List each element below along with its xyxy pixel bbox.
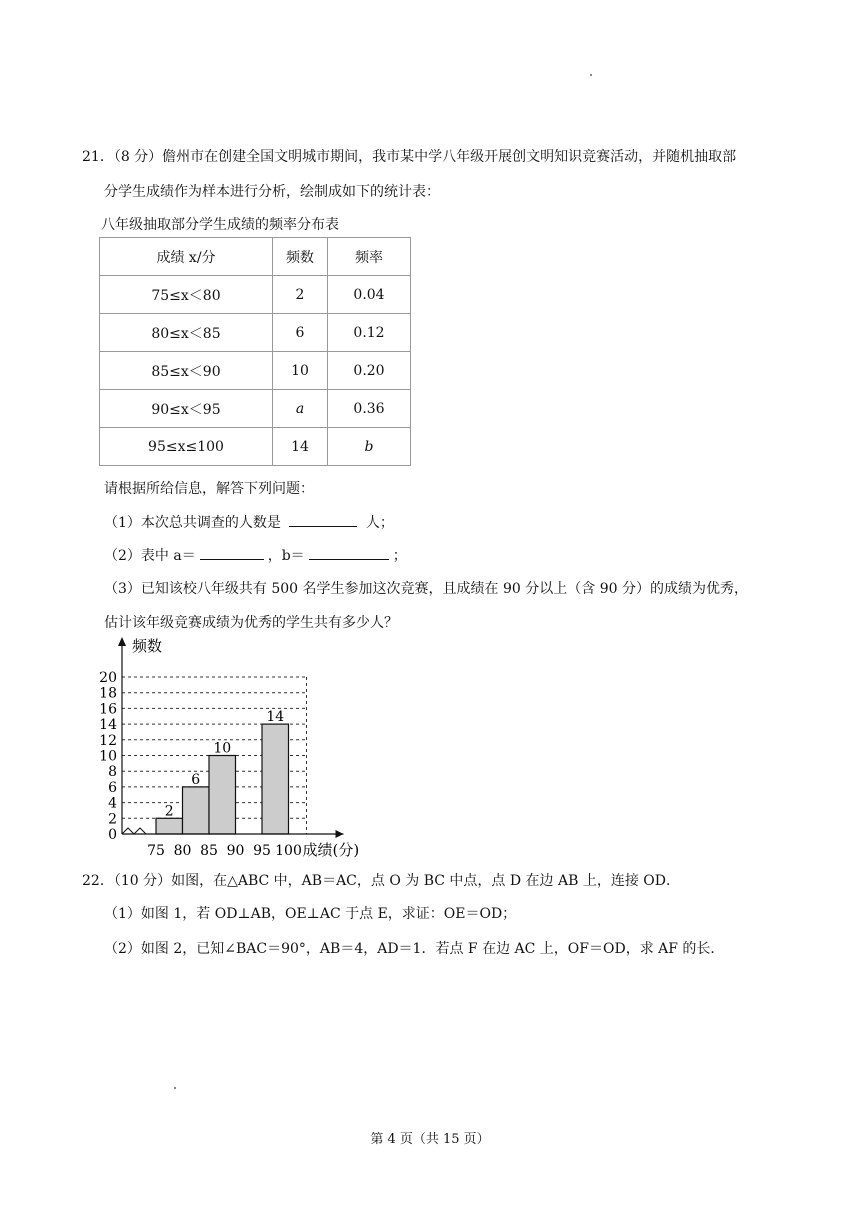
header-score: 成绩 x/分	[100, 238, 273, 276]
table-cell: 14	[273, 428, 328, 466]
table-cell: 0.04	[328, 276, 411, 314]
table-cell: 0.20	[328, 352, 411, 390]
q22-part2: （2）如图 2，已知∠BAC＝90°，AB＝4，AD＝1．若点 F 在边 AC 上，OF＝OD，求 AF 的长．	[104, 941, 725, 957]
answer-blank-b[interactable]	[309, 545, 389, 560]
table-cell: 0.36	[328, 390, 411, 428]
histogram-bar	[156, 818, 183, 834]
q21-part2-text-a: （2）表中 a＝	[104, 548, 196, 564]
q21-part1-unit: 人；	[365, 515, 394, 531]
table-row	[100, 428, 411, 466]
answer-blank-a[interactable]	[200, 545, 264, 560]
q21-part1-text: （1）本次总共调查的人数是	[104, 515, 281, 531]
bar-data-label: 2	[164, 803, 174, 820]
y-tick-label: 6	[108, 779, 117, 796]
q21-part2	[104, 545, 407, 565]
x-tick-label: 90	[226, 843, 245, 859]
stray-mark	[590, 74, 592, 76]
header-frequency: 频数	[273, 238, 328, 276]
table-cell: b	[328, 428, 411, 466]
table-cell: 75≤x＜80	[100, 276, 273, 314]
table-row	[100, 276, 411, 314]
q21-line1: 21．（8 分）儋州市在创建全国文明城市期间，我市某中学八年级开展创文明知识竞赛活动，并随机抽取部	[82, 149, 737, 165]
page-footer: 第 4 页（共 15 页）	[370, 1132, 490, 1147]
x-tick-label: 100	[275, 843, 302, 859]
table-cell: 80≤x＜85	[100, 314, 273, 352]
q21-part2-text-c: ；	[392, 548, 407, 564]
table-cell: 0.12	[328, 314, 411, 352]
bar-data-label: 14	[266, 709, 285, 726]
q21-line2: 分学生成绩作为样本进行分析，绘制成如下的统计表：	[104, 184, 440, 200]
bar-data-label: 6	[191, 771, 201, 788]
header-rate: 频率	[328, 238, 411, 276]
y-tick-label: 4	[108, 795, 117, 812]
q21-part3-line2: 估计该年级竞赛成绩为优秀的学生共有多少人？	[104, 615, 398, 631]
table-row	[100, 314, 411, 352]
answer-blank[interactable]	[289, 512, 357, 527]
table-cell: a	[273, 390, 328, 428]
frequency-table	[99, 237, 411, 466]
table-cell: 6	[273, 314, 328, 352]
table-cell: 90≤x＜95	[100, 390, 273, 428]
y-tick-label: 10	[99, 748, 117, 765]
frequency-histogram	[98, 633, 388, 861]
x-tick-label: 85	[200, 843, 218, 859]
y-tick-label: 14	[99, 717, 117, 734]
q22-line1: 22．（10 分）如图，在△ABC 中，AB＝AC，点 O 为 BC 中点，点 D 在边 AB 上，连接 OD．	[82, 873, 680, 889]
table-row	[100, 352, 411, 390]
y-axis-arrow	[118, 637, 126, 646]
x-tick-label: 75	[147, 843, 165, 859]
x-tick-label: 95	[253, 843, 271, 859]
table-cell: 10	[273, 352, 328, 390]
y-tick-label: 8	[108, 764, 117, 781]
histogram-bar	[183, 787, 210, 834]
table-row	[100, 390, 411, 428]
stray-mark	[174, 1087, 176, 1089]
axis-break	[122, 828, 156, 834]
y-tick-label: 16	[99, 701, 117, 718]
q21-prompt: 请根据所给信息，解答下列问题：	[104, 481, 314, 497]
q21-part3-line1: （3）已知该校八年级共有 500 名学生参加这次竞赛，且成绩在 90 分以上（含 90 分）的成绩为优秀，	[104, 581, 748, 597]
y-tick-label: 12	[99, 732, 117, 749]
histogram-bar	[262, 724, 289, 834]
bar-data-label: 10	[213, 740, 232, 757]
table-header-row	[100, 238, 411, 276]
q21-part2-text-b: ，b＝	[267, 548, 305, 564]
table-cell: 2	[273, 276, 328, 314]
q21-part1	[104, 512, 394, 532]
y-axis-label: 频数	[132, 637, 163, 655]
table-title: 八年级抽取部分学生成绩的频率分布表	[101, 217, 339, 233]
y-tick-label: 20	[99, 670, 117, 686]
histogram-bar	[209, 756, 236, 835]
y-tick-label: 0	[108, 827, 117, 843]
y-tick-label: 18	[99, 685, 117, 702]
y-tick-label: 2	[108, 811, 117, 828]
q22-part1: （1）如图 1，若 OD⊥AB，OE⊥AC 于点 E，求证：OE＝OD；	[104, 906, 517, 922]
table-cell: 95≤x≤100	[100, 428, 273, 466]
x-axis-label: 成绩(分)	[302, 841, 360, 859]
x-axis-arrow	[336, 830, 344, 838]
table-cell: 85≤x＜90	[100, 352, 273, 390]
x-tick-label: 80	[173, 843, 192, 859]
